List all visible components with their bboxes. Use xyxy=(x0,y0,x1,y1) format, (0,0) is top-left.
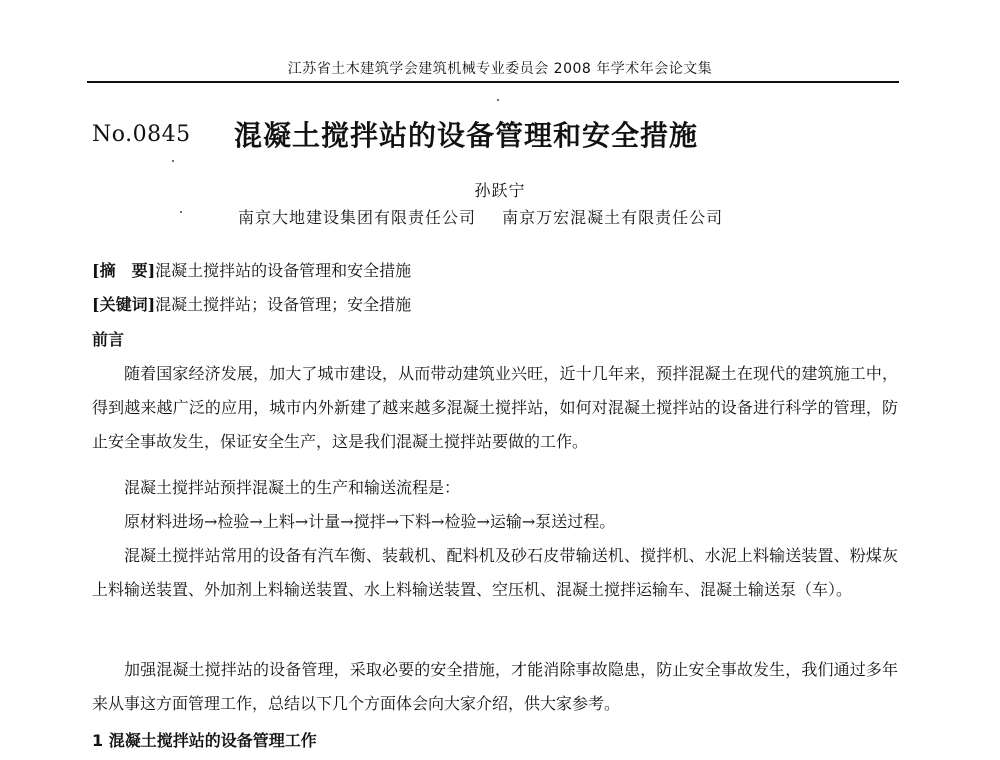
running-header: 江苏省土木建筑学会建筑机械专业委员会 2008 年学术年会论文集 xyxy=(287,61,713,77)
scan-speck xyxy=(497,99,499,101)
body-paragraph: 混凝土搅拌站常用的设备有汽车衡、装载机、配料机及砂石皮带输送机、搅拌机、水泥上料输送装置、粉煤灰上料输送装置、外加剂上料输送装置、水上料输送装置、空压机、混凝土搅拌运输车、混凝土输送泵（车）。 xyxy=(92,546,898,599)
scan-speck xyxy=(180,211,182,213)
body-paragraph: 混凝土搅拌站预拌混凝土的生产和输送流程是： xyxy=(124,478,461,497)
abstract-text: 混凝土搅拌站的设备管理和安全措施 xyxy=(155,261,412,280)
affiliation-2: 南京万宏混凝土有限责任公司 xyxy=(502,208,724,227)
body-paragraph: 加强混凝土搅拌站的设备管理，采取必要的安全措施，才能消除事故隐患，防止安全事故发生，我们通过多年来从事这方面管理工作，总结以下几个方面体会向大家介绍，供大家参考。 xyxy=(92,660,898,713)
paper-number: No.0845 xyxy=(92,122,191,147)
abstract-line xyxy=(92,258,411,281)
keywords-label: [关键词] xyxy=(92,295,156,314)
keywords-text: 混凝土搅拌站；设备管理；安全措施 xyxy=(155,295,412,314)
foreword-heading: 前言 xyxy=(92,330,125,349)
author-name: 孙跃宁 xyxy=(474,181,526,200)
header-rule xyxy=(87,81,899,83)
section-1-heading: 1 混凝土搅拌站的设备管理工作 xyxy=(92,731,317,750)
scan-speck xyxy=(172,160,174,162)
abstract-label: [摘 要] xyxy=(92,261,156,280)
process-flow-paragraph: 原材料进场→检验→上料→计量→搅拌→下料→检验→运输→泵送过程。 xyxy=(124,512,616,531)
paper-title: 混凝土搅拌站的设备管理和安全措施 xyxy=(234,119,699,152)
author-affiliations xyxy=(238,205,723,228)
keywords-line xyxy=(92,292,411,315)
affiliation-1: 南京大地建设集团有限责任公司 xyxy=(238,208,477,227)
body-paragraph: 随着国家经济发展，加大了城市建设，从而带动建筑业兴旺，近十几年来，预拌混凝土在现代的建筑施工中，得到越来越广泛的应用，城市内外新建了越来越多混凝土搅拌站，如何对混凝土搅拌站的设备进行科学的管理，防止安全事故发生，保证安全生产，这是我们混凝土搅拌站要做的工作。 xyxy=(92,364,898,451)
